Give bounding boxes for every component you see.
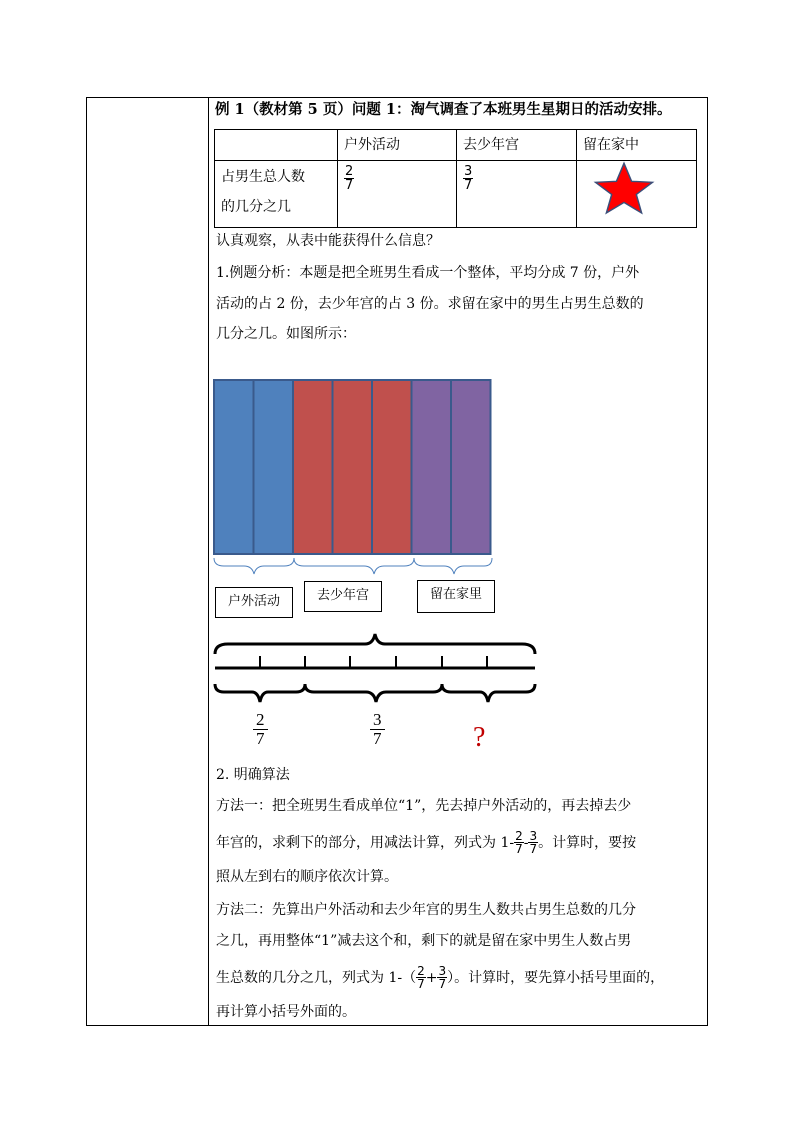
cell-palace-fraction [457, 161, 577, 228]
fraction-num: 2 [515, 829, 523, 843]
fraction-outdoor [253, 711, 268, 748]
analysis-line-2: 活动的占 2 份，去少年宫的占 3 份。求留在家中的男生占男生总数的 [216, 296, 644, 312]
fraction-den: 7 [256, 728, 265, 748]
fraction-num: 2 [345, 164, 354, 179]
label-palace: 去少年宫 [304, 581, 382, 612]
fraction-num: 2 [253, 711, 268, 730]
table-row-label [215, 161, 338, 228]
fraction-num: 3 [438, 964, 447, 978]
bar-part [254, 380, 294, 554]
method1-line-2 [216, 830, 636, 855]
fraction-den: 7 [345, 178, 354, 193]
example-title: 例 1（教材第 5 页）问题 1：淘气调查了本班男生星期日的活动安排。 [215, 101, 672, 118]
method2-text-a: 生总数的几分之几，列式为 1-（ [216, 969, 417, 986]
bar-part [214, 380, 254, 554]
info-table [214, 129, 697, 228]
unknown-mark: ? [473, 722, 486, 753]
method1-line-1: 方法一：把全班男生看成单位“1”，先去掉户外活动的，再去掉去少 [216, 798, 632, 814]
op-plus: + [425, 969, 438, 986]
row-label-line2: 的几分之几 [221, 199, 291, 215]
fraction-den: 7 [464, 178, 473, 193]
fraction-den: 7 [529, 842, 538, 856]
bar-part [412, 380, 452, 554]
bar-diagram [212, 378, 494, 558]
bar-part [451, 380, 491, 554]
row-label-line1: 占男生总人数 [221, 169, 305, 185]
method1-line-3: 照从左到右的顺序依次计算。 [216, 869, 398, 885]
analysis-line-1: 1.例题分析：本题是把全班男生看成一个整体，平均分成 7 份，户外 [216, 265, 640, 281]
bar-part [372, 380, 412, 554]
method2-line-1: 方法二：先算出户外活动和去少年宫的男生人数共占男生总数的几分 [216, 902, 636, 918]
method2-text-b: ）。计算时，要先算小括号里面的， [447, 969, 665, 986]
fraction-num: 2 [417, 964, 425, 978]
fraction-palace [370, 711, 385, 748]
fraction-num: 3 [529, 829, 538, 843]
cell-outdoor-fraction [338, 161, 457, 228]
method2-line-2: 之几，再用整体“1”减去这个和，剩下的就是留在家中男生人数占男 [216, 933, 632, 949]
fraction-num: 3 [464, 164, 473, 179]
table-header-empty [215, 130, 338, 161]
method1-text-b: 。计算时，要按 [538, 834, 637, 851]
table-header-outdoor: 户外活动 [338, 130, 457, 161]
fraction-num: 3 [370, 711, 385, 730]
fraction-den: 7 [373, 728, 382, 748]
fraction-den: 7 [417, 977, 425, 991]
left-column [87, 98, 209, 1025]
fraction-den: 7 [515, 842, 523, 856]
op-minus: - [523, 834, 529, 851]
bar-braces [212, 556, 496, 580]
analysis-line-3: 几分之几。如图所示： [216, 326, 356, 342]
bar-part [333, 380, 373, 554]
label-home: 留在家里 [417, 580, 495, 613]
number-line [210, 632, 540, 710]
method2-line-3 [216, 965, 664, 990]
fraction-den: 7 [438, 977, 447, 991]
label-outdoor: 户外活动 [215, 587, 293, 618]
table-header-home: 留在家中 [577, 130, 697, 161]
prompt-text: 认真观察，从表中能获得什么信息？ [216, 233, 440, 249]
method2-line-4: 再计算小括号外面的。 [216, 1004, 356, 1020]
table-header-palace: 去少年宫 [457, 130, 577, 161]
method-heading: 2. 明确算法 [216, 767, 290, 783]
bar-part [293, 380, 333, 554]
cell-home-star [577, 161, 697, 228]
red-star-icon [577, 161, 690, 223]
method1-text-a: 年宫的，求剩下的部分，用减法计算，列式为 1- [216, 834, 515, 851]
